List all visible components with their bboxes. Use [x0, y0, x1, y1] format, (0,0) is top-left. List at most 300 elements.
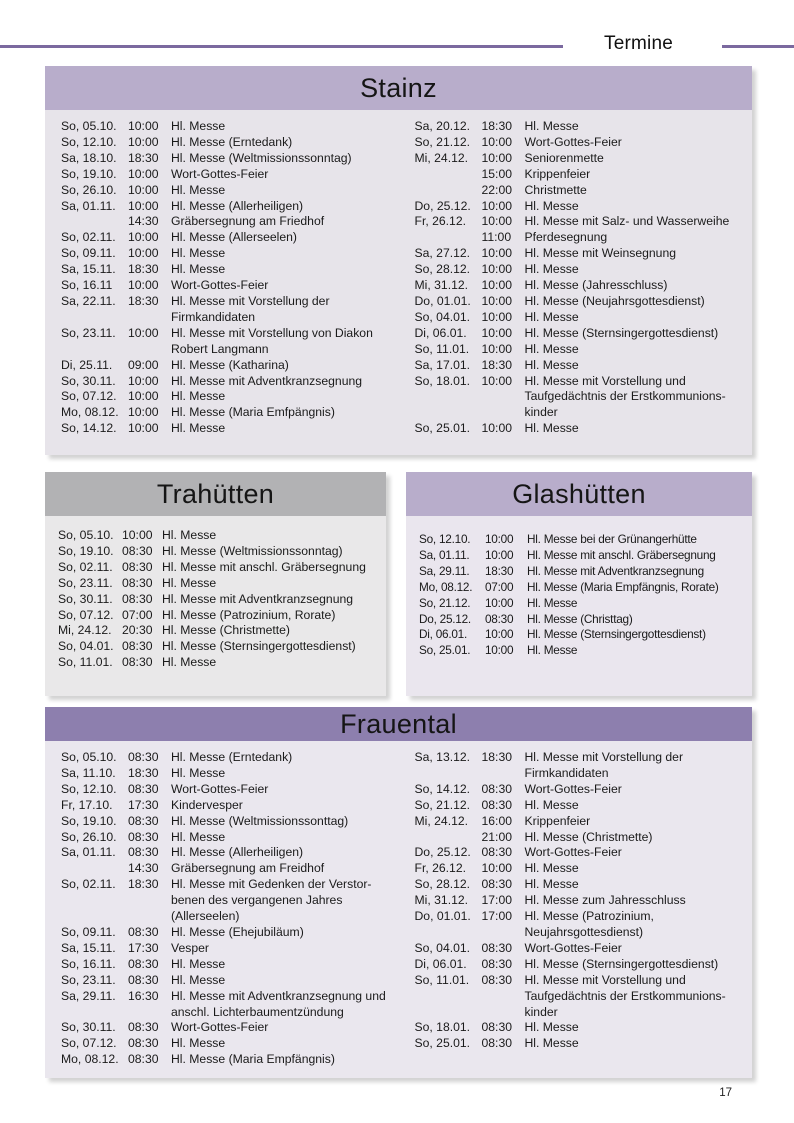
event-description: Hl. Messe bei der Grünangerhütte [527, 532, 697, 546]
event-date: So, 30.11. [61, 373, 116, 388]
event-time: 18:30 [481, 750, 512, 764]
section-trahuetten [45, 472, 386, 696]
event-date: So, 12.10. [61, 781, 117, 796]
event-time: 08:30 [128, 829, 159, 844]
schedule-row [415, 861, 753, 877]
schedule-row [415, 358, 753, 374]
schedule-column [406, 516, 752, 696]
event-description: Wort-Gottes-Feier [171, 278, 269, 293]
schedule-row [61, 973, 399, 989]
schedule-row [61, 262, 399, 278]
schedule-row [415, 1020, 753, 1036]
event-date: So, 05.10. [61, 119, 117, 133]
event-description: Hl. Messe [524, 877, 579, 892]
schedule-row [61, 989, 399, 1021]
event-date: Mi, 24.12. [58, 623, 112, 638]
schedule-row [415, 421, 753, 437]
event-date: Fr, 17.10. [61, 797, 113, 812]
event-date: So, 19.10. [61, 166, 117, 181]
event-time: 14:30 [128, 214, 159, 229]
schedule-row [61, 782, 399, 798]
event-time: 10:00 [485, 595, 514, 610]
schedule-row [61, 957, 399, 973]
event-date: So, 25.01. [414, 1036, 471, 1051]
schedule-row [419, 596, 752, 612]
event-time: 10:00 [128, 373, 159, 388]
event-date: So, 30.11. [58, 591, 113, 606]
event-time: 10:00 [481, 421, 512, 436]
event-date: So, 11.01. [414, 341, 470, 356]
event-time: 10:00 [128, 389, 159, 404]
event-time: 18:30 [485, 563, 514, 578]
event-date: So, 04.01. [58, 639, 114, 654]
event-description: Hl. Messe (Maria Empfängnis) [171, 1052, 335, 1067]
schedule-row [61, 183, 399, 199]
event-time: 10:00 [481, 134, 512, 149]
event-date: Di, 06.01. [414, 956, 467, 971]
event-date: So, 18.01. [414, 373, 471, 388]
schedule-row [415, 830, 753, 846]
event-date: So, 11.01. [58, 655, 113, 670]
event-description: Hl. Messe (Sternsingergottesdienst) [524, 956, 719, 971]
schedule-row [61, 845, 399, 861]
section-title-stainz: Stainz [45, 66, 752, 110]
event-date: So, 04.01. [414, 309, 471, 324]
section-title-glashuetten: Glashütten [406, 472, 752, 516]
event-description: Seniorenmette [524, 150, 604, 165]
schedule-row [415, 246, 753, 262]
event-description: Hl. Messe (Neujahrsgottesdienst) [524, 293, 705, 308]
event-description: Gräbersegnung am Freidhof [171, 861, 325, 876]
schedule-row [58, 639, 386, 655]
event-date: So, 05.10. [61, 750, 117, 764]
event-description: Hl. Messe mit Weinsegnung [524, 246, 677, 261]
event-description: Hl. Messe [524, 421, 579, 436]
event-date: Do, 01.01. [414, 293, 471, 308]
event-date: So, 30.11. [61, 1020, 116, 1035]
event-description: Hl. Messe [524, 341, 579, 356]
event-description: Wort-Gottes-Feier [171, 781, 269, 796]
event-description: Hl. Messe (Sternsingergottesdienst) [162, 639, 356, 654]
event-time: 10:00 [481, 150, 512, 165]
event-date: Sa, 11.10. [61, 765, 116, 780]
event-time: 08:30 [481, 1020, 512, 1035]
schedule-row [419, 643, 752, 659]
event-date: So, 09.11. [61, 924, 116, 939]
schedule-row [419, 564, 752, 580]
event-date: So, 07.12. [61, 389, 117, 404]
event-date: Sa, 22.11. [61, 293, 116, 308]
event-date: So, 28.12. [414, 262, 471, 277]
event-time: 10:00 [128, 325, 159, 340]
event-time: 10:00 [128, 246, 159, 261]
event-description: Hl. Messe [171, 956, 226, 971]
schedule-row [419, 532, 752, 548]
event-time: 20:30 [122, 623, 153, 638]
event-description: Hl. Messe (Sternsingergottesdienst) [524, 325, 719, 340]
event-time: 10:00 [128, 421, 159, 436]
event-description: Hl. Messe (Christtag) [527, 611, 633, 626]
schedule-row [415, 909, 753, 941]
event-description: Hl. Messe [171, 389, 226, 404]
schedule-row [61, 830, 399, 846]
event-description: Hl. Messe [162, 528, 217, 542]
schedule-row [61, 877, 399, 925]
header-rule-left [0, 45, 563, 48]
event-time: 18:30 [481, 119, 512, 133]
schedule-row [415, 278, 753, 294]
event-time: 18:30 [128, 262, 159, 277]
event-description: Hl. Messe mit Vorstellung der Firmkandidaten [524, 750, 683, 780]
event-time: 10:00 [481, 861, 512, 876]
event-date: So, 11.01. [414, 972, 470, 987]
schedule-row [419, 548, 752, 564]
schedule-row [415, 814, 753, 830]
event-time: 11:00 [481, 230, 512, 245]
event-date: Sa, 13.12. [414, 750, 471, 764]
schedule-row [58, 623, 386, 639]
event-date: So, 05.10. [58, 528, 114, 542]
event-description: Hl. Messe (Christmette) [162, 623, 290, 638]
schedule-row [415, 230, 753, 246]
event-date: So, 23.11. [61, 325, 116, 340]
event-time: 10:00 [128, 166, 159, 181]
schedule-row [58, 544, 386, 560]
event-date: Sa, 01.11. [419, 547, 470, 562]
event-date: So, 02.11. [61, 230, 116, 245]
event-date: So, 19.10. [58, 543, 114, 558]
event-description: Hl. Messe [171, 182, 226, 197]
event-time: 07:00 [485, 579, 514, 594]
event-time: 17:00 [481, 909, 512, 924]
event-time: 08:30 [128, 845, 159, 860]
event-description: Hl. Messe (Patrozinium, Neujahrsgottesdienst) [524, 909, 654, 939]
event-date: So, 07.12. [61, 1036, 117, 1051]
event-description: Hl. Messe (Erntedank) [171, 750, 293, 764]
event-description: Wort-Gottes-Feier [524, 134, 622, 149]
event-description: Wort-Gottes-Feier [171, 166, 269, 181]
schedule-row [61, 135, 399, 151]
event-description: Hl. Messe [162, 655, 217, 670]
schedule-row [415, 167, 753, 183]
event-date: So, 25.01. [414, 421, 471, 436]
section-title-trahuetten: Trahütten [45, 472, 386, 516]
event-description: Hl. Messe (Maria Empfängnis, Rorate) [527, 579, 719, 594]
schedule-row [415, 310, 753, 326]
event-description: Hl. Messe [527, 595, 578, 610]
schedule-row [415, 798, 753, 814]
event-time: 10:00 [481, 278, 512, 293]
event-date: So, 02.11. [58, 559, 113, 574]
event-time: 10:00 [128, 278, 159, 293]
event-description: Hl. Messe (Weltmissionssonntag) [171, 150, 352, 165]
event-date: So, 16.11 [61, 278, 113, 293]
event-date: Mi, 31.12. [414, 893, 469, 908]
event-date: So, 12.10. [61, 134, 117, 149]
schedule-row [61, 814, 399, 830]
page-number: 17 [719, 1087, 732, 1099]
event-description: Hl. Messe mit Adventkranzsegnung und anschl. Lichterbaumentzündung [171, 988, 386, 1019]
event-time: 10:00 [128, 405, 159, 420]
event-description: Krippenfeier [524, 166, 591, 181]
event-time: 10:00 [128, 198, 159, 213]
schedule-row [61, 151, 399, 167]
event-time: 10:00 [481, 246, 512, 261]
event-description: Hl. Messe (Christmette) [524, 829, 653, 844]
event-description: Hl. Messe mit Adventkranzsegnung [171, 373, 363, 388]
event-time: 16:00 [481, 813, 512, 828]
event-time: 10:00 [485, 532, 514, 546]
schedule-row [415, 326, 753, 342]
event-description: Hl. Messe mit Vorstellung der Firmkandidaten [171, 293, 330, 324]
schedule-row [58, 528, 386, 544]
event-description: Hl. Messe mit Gedenken der Verstor-benen des vergangenen Jahres (Allerseelen) [171, 877, 372, 924]
schedule-row [61, 1052, 399, 1068]
event-time: 10:00 [481, 373, 512, 388]
schedule-row [415, 342, 753, 358]
event-description: Hl. Messe (Weltmissionssonttag) [171, 813, 349, 828]
event-date: Di, 06.01. [419, 627, 467, 642]
event-description: Hl. Messe [171, 972, 226, 987]
event-time: 10:00 [481, 325, 512, 340]
event-description: Hl. Messe [524, 357, 579, 372]
event-date: Sa, 01.11. [61, 845, 116, 860]
event-time: 08:30 [128, 781, 159, 796]
event-description: Hl. Messe [162, 575, 217, 590]
schedule-row [61, 199, 399, 215]
event-time: 08:30 [128, 813, 159, 828]
schedule-row [61, 1036, 399, 1052]
event-description: Hl. Messe (Sternsingergottesdienst) [527, 627, 706, 642]
event-date: Sa, 01.11. [61, 198, 116, 213]
schedule-row [61, 766, 399, 782]
schedule-row [61, 119, 399, 135]
event-time: 08:30 [122, 575, 153, 590]
schedule-column [399, 110, 753, 455]
event-time: 10:00 [122, 528, 153, 542]
running-head-title: Termine [604, 33, 673, 54]
event-description: Hl. Messe (Weltmissionssonntag) [162, 543, 343, 558]
schedule-column [45, 110, 399, 455]
schedule-row [61, 278, 399, 294]
schedule-row [415, 782, 753, 798]
schedule-row [61, 214, 399, 230]
schedule-row [415, 941, 753, 957]
event-time: 08:30 [481, 845, 512, 860]
event-description: Hl. Messe [524, 1036, 579, 1051]
schedule-row [419, 580, 752, 596]
event-time: 08:30 [128, 1036, 159, 1051]
event-description: Hl. Messe (Allerheiligen) [171, 845, 304, 860]
section-frauental [45, 707, 752, 1078]
event-description: Hl. Messe [524, 262, 579, 277]
schedule-column [45, 516, 386, 696]
event-description: Christmette [524, 182, 587, 197]
event-time: 16:30 [128, 988, 159, 1003]
schedule-row [415, 877, 753, 893]
event-date: So, 23.11. [58, 575, 113, 590]
event-time: 08:30 [481, 1036, 512, 1051]
event-description: Kindervesper [171, 797, 243, 812]
event-description: Hl. Messe (Allerseelen) [171, 230, 297, 245]
schedule-row [58, 655, 386, 671]
event-date: Do, 01.01. [414, 909, 471, 924]
event-time: 08:30 [128, 1052, 159, 1067]
event-description: Hl. Messe (Katharina) [171, 357, 289, 372]
event-description: Hl. Messe mit anschl. Gräbersegnung [527, 547, 716, 562]
event-time: 10:00 [481, 214, 512, 229]
schedule-row [61, 405, 399, 421]
event-description: Hl. Messe [524, 861, 579, 876]
event-time: 07:00 [122, 607, 153, 622]
schedule-row [415, 135, 753, 151]
schedule-row [61, 861, 399, 877]
schedule-row [415, 374, 753, 422]
event-time: 08:30 [481, 781, 512, 796]
schedule-row [61, 358, 399, 374]
event-description: Hl. Messe [524, 309, 579, 324]
event-description: Hl. Messe mit Vorstellung von Diakon Robert Langmann [171, 325, 373, 356]
event-time: 08:30 [128, 956, 159, 971]
event-description: Hl. Messe [171, 262, 226, 277]
schedule-row [415, 845, 753, 861]
event-description: Hl. Messe [524, 1020, 579, 1035]
event-description: Hl. Messe mit Vorstellung und Taufgedächtnis der Erstkommunions-kinder [524, 972, 726, 1019]
event-time: 08:30 [122, 639, 153, 654]
event-time: 08:30 [481, 797, 512, 812]
event-time: 10:00 [485, 643, 514, 658]
event-description: Wort-Gottes-Feier [524, 845, 622, 860]
event-date: Sa, 20.12. [414, 119, 471, 133]
event-description: Hl. Messe (Ehejubiläum) [171, 924, 304, 939]
section-title-frauental: Frauental [45, 707, 752, 741]
event-date: So, 14.12. [414, 781, 471, 796]
event-date: Mi, 24.12. [414, 813, 469, 828]
event-description: Hl. Messe [171, 829, 226, 844]
schedule-row [415, 199, 753, 215]
event-description: Hl. Messe [171, 1036, 226, 1051]
event-description: Gräbersegnung am Friedhof [171, 214, 325, 229]
event-time: 08:30 [122, 591, 153, 606]
event-description: Hl. Messe mit Adventkranzsegnung [527, 563, 704, 578]
event-description: Wort-Gottes-Feier [524, 781, 622, 796]
event-date: Do, 25.12. [414, 845, 471, 860]
event-time: 18:30 [128, 765, 159, 780]
event-date: Do, 25.12. [414, 198, 471, 213]
event-description: Hl. Messe [524, 797, 579, 812]
event-date: Mo, 08.12. [61, 405, 119, 420]
section-body-frauental [45, 741, 752, 1078]
schedule-row [58, 560, 386, 576]
event-time: 09:00 [128, 357, 159, 372]
event-date: Mi, 24.12. [414, 150, 469, 165]
event-description: Hl. Messe (Allerheiligen) [171, 198, 304, 213]
schedule-row [415, 183, 753, 199]
event-date: So, 14.12. [61, 421, 117, 436]
event-time: 10:00 [128, 230, 159, 245]
event-date: Fr, 26.12. [414, 861, 466, 876]
schedule-row [61, 925, 399, 941]
event-date: So, 21.12. [414, 797, 471, 812]
event-date: Fr, 26.12. [414, 214, 466, 229]
schedule-row [415, 1036, 753, 1052]
event-date: So, 12.10. [419, 532, 471, 546]
event-description: Hl. Messe [524, 198, 579, 213]
event-date: Sa, 15.11. [61, 262, 116, 277]
event-description: Hl. Messe [171, 421, 226, 436]
event-date: Di, 25.11. [61, 357, 113, 372]
schedule-row [61, 421, 399, 437]
event-date [61, 214, 128, 230]
event-date: Mi, 31.12. [414, 278, 469, 293]
section-body-glashuetten [406, 516, 752, 696]
event-date: Mo, 08.12. [61, 1052, 119, 1067]
event-description: Hl. Messe [527, 643, 578, 658]
event-time: 10:00 [128, 134, 159, 149]
event-time: 17:30 [128, 797, 159, 812]
schedule-row [61, 1020, 399, 1036]
event-time: 15:00 [481, 166, 512, 181]
event-description: Hl. Messe mit Vorstellung und Taufgedächtnis der Erstkommunions-kinder [524, 373, 726, 420]
event-description: Hl. Messe zum Jahresschluss [524, 893, 686, 908]
event-date: Mo, 08.12. [419, 579, 473, 594]
event-date: So, 23.11. [61, 972, 116, 987]
event-date: Sa, 15.11. [61, 940, 116, 955]
event-description: Pferdesegnung [524, 230, 608, 245]
schedule-row [415, 973, 753, 1021]
event-description: Hl. Messe mit Adventkranzsegnung [162, 591, 354, 606]
schedule-row [61, 750, 399, 766]
event-time: 08:30 [122, 559, 153, 574]
event-date [415, 167, 482, 183]
schedule-row [58, 608, 386, 624]
event-date: Sa, 17.01. [414, 357, 471, 372]
event-description: Hl. Messe mit Salz- und Wasserweihe [524, 214, 730, 229]
event-time: 10:00 [481, 262, 512, 277]
schedule-row [415, 294, 753, 310]
event-time: 18:30 [128, 293, 159, 308]
event-time: 10:00 [481, 341, 512, 356]
event-time: 18:30 [481, 357, 512, 372]
event-date: So, 16.11. [61, 956, 116, 971]
schedule-row [419, 627, 752, 643]
event-date: Sa, 18.10. [61, 150, 117, 165]
event-description: Vesper [171, 940, 209, 955]
event-date [415, 230, 482, 246]
schedule-row [415, 119, 753, 135]
event-date: So, 09.11. [61, 246, 116, 261]
section-body-stainz [45, 110, 752, 455]
event-description: Hl. Messe mit anschl. Gräbersegnung [162, 559, 366, 574]
section-glashuetten [406, 472, 752, 696]
event-time: 08:30 [128, 924, 159, 939]
schedule-row [415, 893, 753, 909]
schedule-row [61, 246, 399, 262]
event-date: Sa, 27.12. [414, 246, 471, 261]
schedule-row [61, 230, 399, 246]
event-description: Wort-Gottes-Feier [524, 940, 622, 955]
event-time: 08:30 [481, 956, 512, 971]
event-time: 17:00 [481, 893, 512, 908]
event-date: So, 26.10. [61, 182, 117, 197]
schedule-row [415, 151, 753, 167]
event-date: Sa, 29.11. [61, 988, 116, 1003]
event-time: 08:30 [481, 972, 512, 987]
event-description: Wort-Gottes-Feier [171, 1020, 269, 1035]
event-date [415, 830, 482, 846]
event-time: 10:00 [485, 627, 514, 642]
event-date [415, 183, 482, 199]
